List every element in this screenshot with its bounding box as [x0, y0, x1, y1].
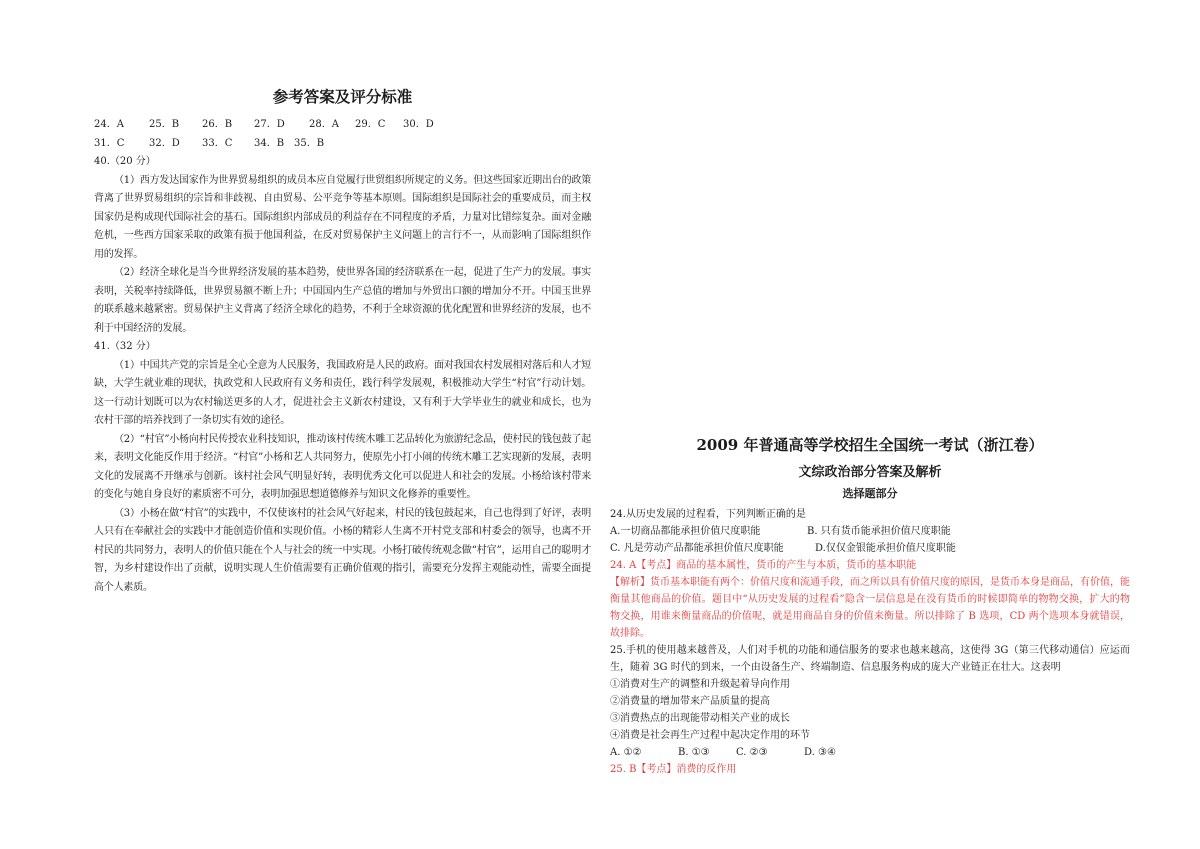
q25-options	[610, 744, 1130, 761]
q25-statement-3: ③消费热点的出现能带动相关产业的成长	[610, 713, 790, 724]
q40-paragraph-2: （2）经济全球化是当今世界经济发展的基本趋势，使世界各国的经济联系在一起，促进了生产力的发展。事实表明，关税率持续降低，世界贸易额不断上升；中国国内生产总值的增加与外贸出口额的增加分不开。中国玉世界的联系越来越紧密。贸易保护主义背离了经济全球化的趋势，不利于全球资源的优化配置和世界经济的发展，也不利于中国经济的发展。	[94, 267, 591, 334]
answer-28: 28．A	[309, 119, 339, 130]
q25-option-a: A. ①②	[610, 747, 642, 758]
answer-24: 24．A	[94, 119, 124, 130]
q24-option-a: A.一切商品都能承担价值尺度职能	[610, 526, 761, 537]
answer-key-column	[94, 84, 591, 597]
answer-26: 26．B	[202, 119, 233, 130]
q24-option-d: D.仅仅金银能承担价值尺度职能	[815, 543, 956, 554]
section-heading: 选择题部分	[842, 487, 898, 500]
q25-option-d: D. ③④	[804, 747, 836, 758]
q24-option-b: B. 只有货币能承担价值尺度职能	[807, 526, 951, 537]
answer-27: 27．D	[254, 119, 285, 130]
exam-title: 2009 年普通高等学校招生全国统一考试（浙江卷）	[696, 436, 1044, 454]
q24-options-row-2	[610, 540, 1130, 557]
answer-31: 31．C	[94, 137, 125, 149]
q41-paragraph-1: （1）中国共产党的宗旨是全心全意为人民服务，我国政府是人民的政府。面对我国农村发展相对落后和人才短缺，大学生就业难的现状，执政党和人民政府有义务和责任，践行科学发展观，积极推动大学生“村官”行动计划。这一行动计划既可以为农村输送更多的人才，促进社会主义新农村建设，又有利于大学毕业生的就业和成长，也为农村干部的培养找到了一条切实有效的途径。	[94, 359, 591, 426]
q41-paragraph-2: （2）“村官”小杨向村民传授农业科技知识，推动该村传统木雕工艺品转化为旅游纪念品，使村民的钱包鼓了起来，表明文化能反作用于经济。“村官”小杨和艺人共同努力，使原先小打小闹的传统木雕工艺实现新的发展，表明文化的发展离不开继承与创新。该村社会风气明显好转，表明优秀文化可以促进人和社会的发展。小杨给该村带来的变化与她自身良好的素质密不可分，表明加强思想道德修养与知识文化修养的重要性。	[94, 433, 591, 500]
q25-option-b: B. ①③	[678, 747, 710, 758]
q25-option-c: C. ②③	[736, 747, 768, 758]
answers-row-2	[94, 135, 591, 154]
q25-statement-4: ④消费是社会再生产过程中起决定作用的环节	[610, 730, 810, 741]
exam-subtitle: 文综政治部分答案及解析	[798, 465, 942, 480]
q24-stem: 24.从历史发展的过程看，下列判断正确的是	[610, 509, 806, 520]
answer-29: 29．C	[355, 119, 386, 130]
q24-option-c: C. 凡是劳动产品都能承担价值尺度职能	[610, 543, 784, 554]
q24-options-row-1	[610, 523, 1130, 540]
answer-30: 30．D	[403, 119, 434, 130]
answer-key-title: 参考答案及评分标准	[272, 88, 413, 106]
q25-stem: 25.手机的使用越来越普及，人们对手机的功能和通信服务的要求也越来越高，这使得 3G（第三代移动通信）应运而生，随着 3G 时代的到来，一个由设备生产、终端制造、信息服务构成的庞大产业链正在壮大。这表明	[610, 645, 1130, 673]
answer-32: 32．D	[149, 137, 180, 149]
answer-25: 25．B	[149, 119, 180, 130]
answers-row-1	[94, 116, 591, 135]
q40-paragraph-1: （1）西方发达国家作为世界贸易组织的成员本应自觉履行世贸组织所规定的义务。但这些国家近期出台的政策背离了世界贸易组织的宗旨和非歧视、自由贸易、公平竞争等基本原则。国际组织是国际社会的重要成员，而主权国家仍是构成现代国际社会的基石。国际组织内部成员的利益存在不同程度的矛盾，力量对比错综复杂。面对金融危机，一些西方国家采取的政策有损于他国利益，在反对贸易保护主义问题上的言行不一，从而影响了国际组织作用的发挥。	[94, 174, 591, 260]
answer-34: 34．B	[254, 137, 285, 149]
answer-35: 35．B	[294, 137, 325, 149]
q25-answer: 25. B【考点】消费的反作用	[610, 764, 737, 775]
q24-analysis: 【解析】货币基本职能有两个：价值尺度和流通手段，而之所以具有价值尺度的原因，是货币本身是商品，有价值，能衡量其他商品的价值。题目中“从历史发展的过程看”隐含一层信息是在没有货币的时候即简单的物物交换，扩大的物物交换，用谁来衡量商品的价值呢，就是用商品自身的价值来衡量。所以排除了 B 选项，CD 两个选项本身就错误，故排除。	[610, 577, 1130, 639]
q25-statement-2: ②消费量的增加带来产品质量的提高	[610, 696, 770, 707]
q25-statement-1: ①消费对生产的调整和升级起着导向作用	[610, 679, 790, 690]
answer-33: 33．C	[202, 137, 233, 149]
exam-analysis-column	[610, 432, 1130, 778]
q24-answer: 24. A【考点】商品的基本属性，货币的产生与本质，货币的基本职能	[610, 560, 917, 571]
q41-heading: 41.（32 分）	[94, 341, 156, 352]
q40-heading: 40.（20 分）	[94, 156, 156, 167]
q41-paragraph-3: （3）小杨在做“村官”的实践中，不仅使该村的社会风气好起来，村民的钱包鼓起来，自己也得到了好评，表明人只有在奉献社会的实践中才能创造价值和实现价值。小杨的精彩人生离不开村党支部和村委会的领导，也离不开村民的共同努力，表明人的价值只能在个人与社会的统一中实现。小杨打破传统观念做“村官”，运用自己的聪明才智，为乡村建设作出了贡献，说明实现人生价值需要有正确价值观的指引，需要充分发挥主观能动性，需要全面提高个人素质。	[94, 507, 591, 593]
